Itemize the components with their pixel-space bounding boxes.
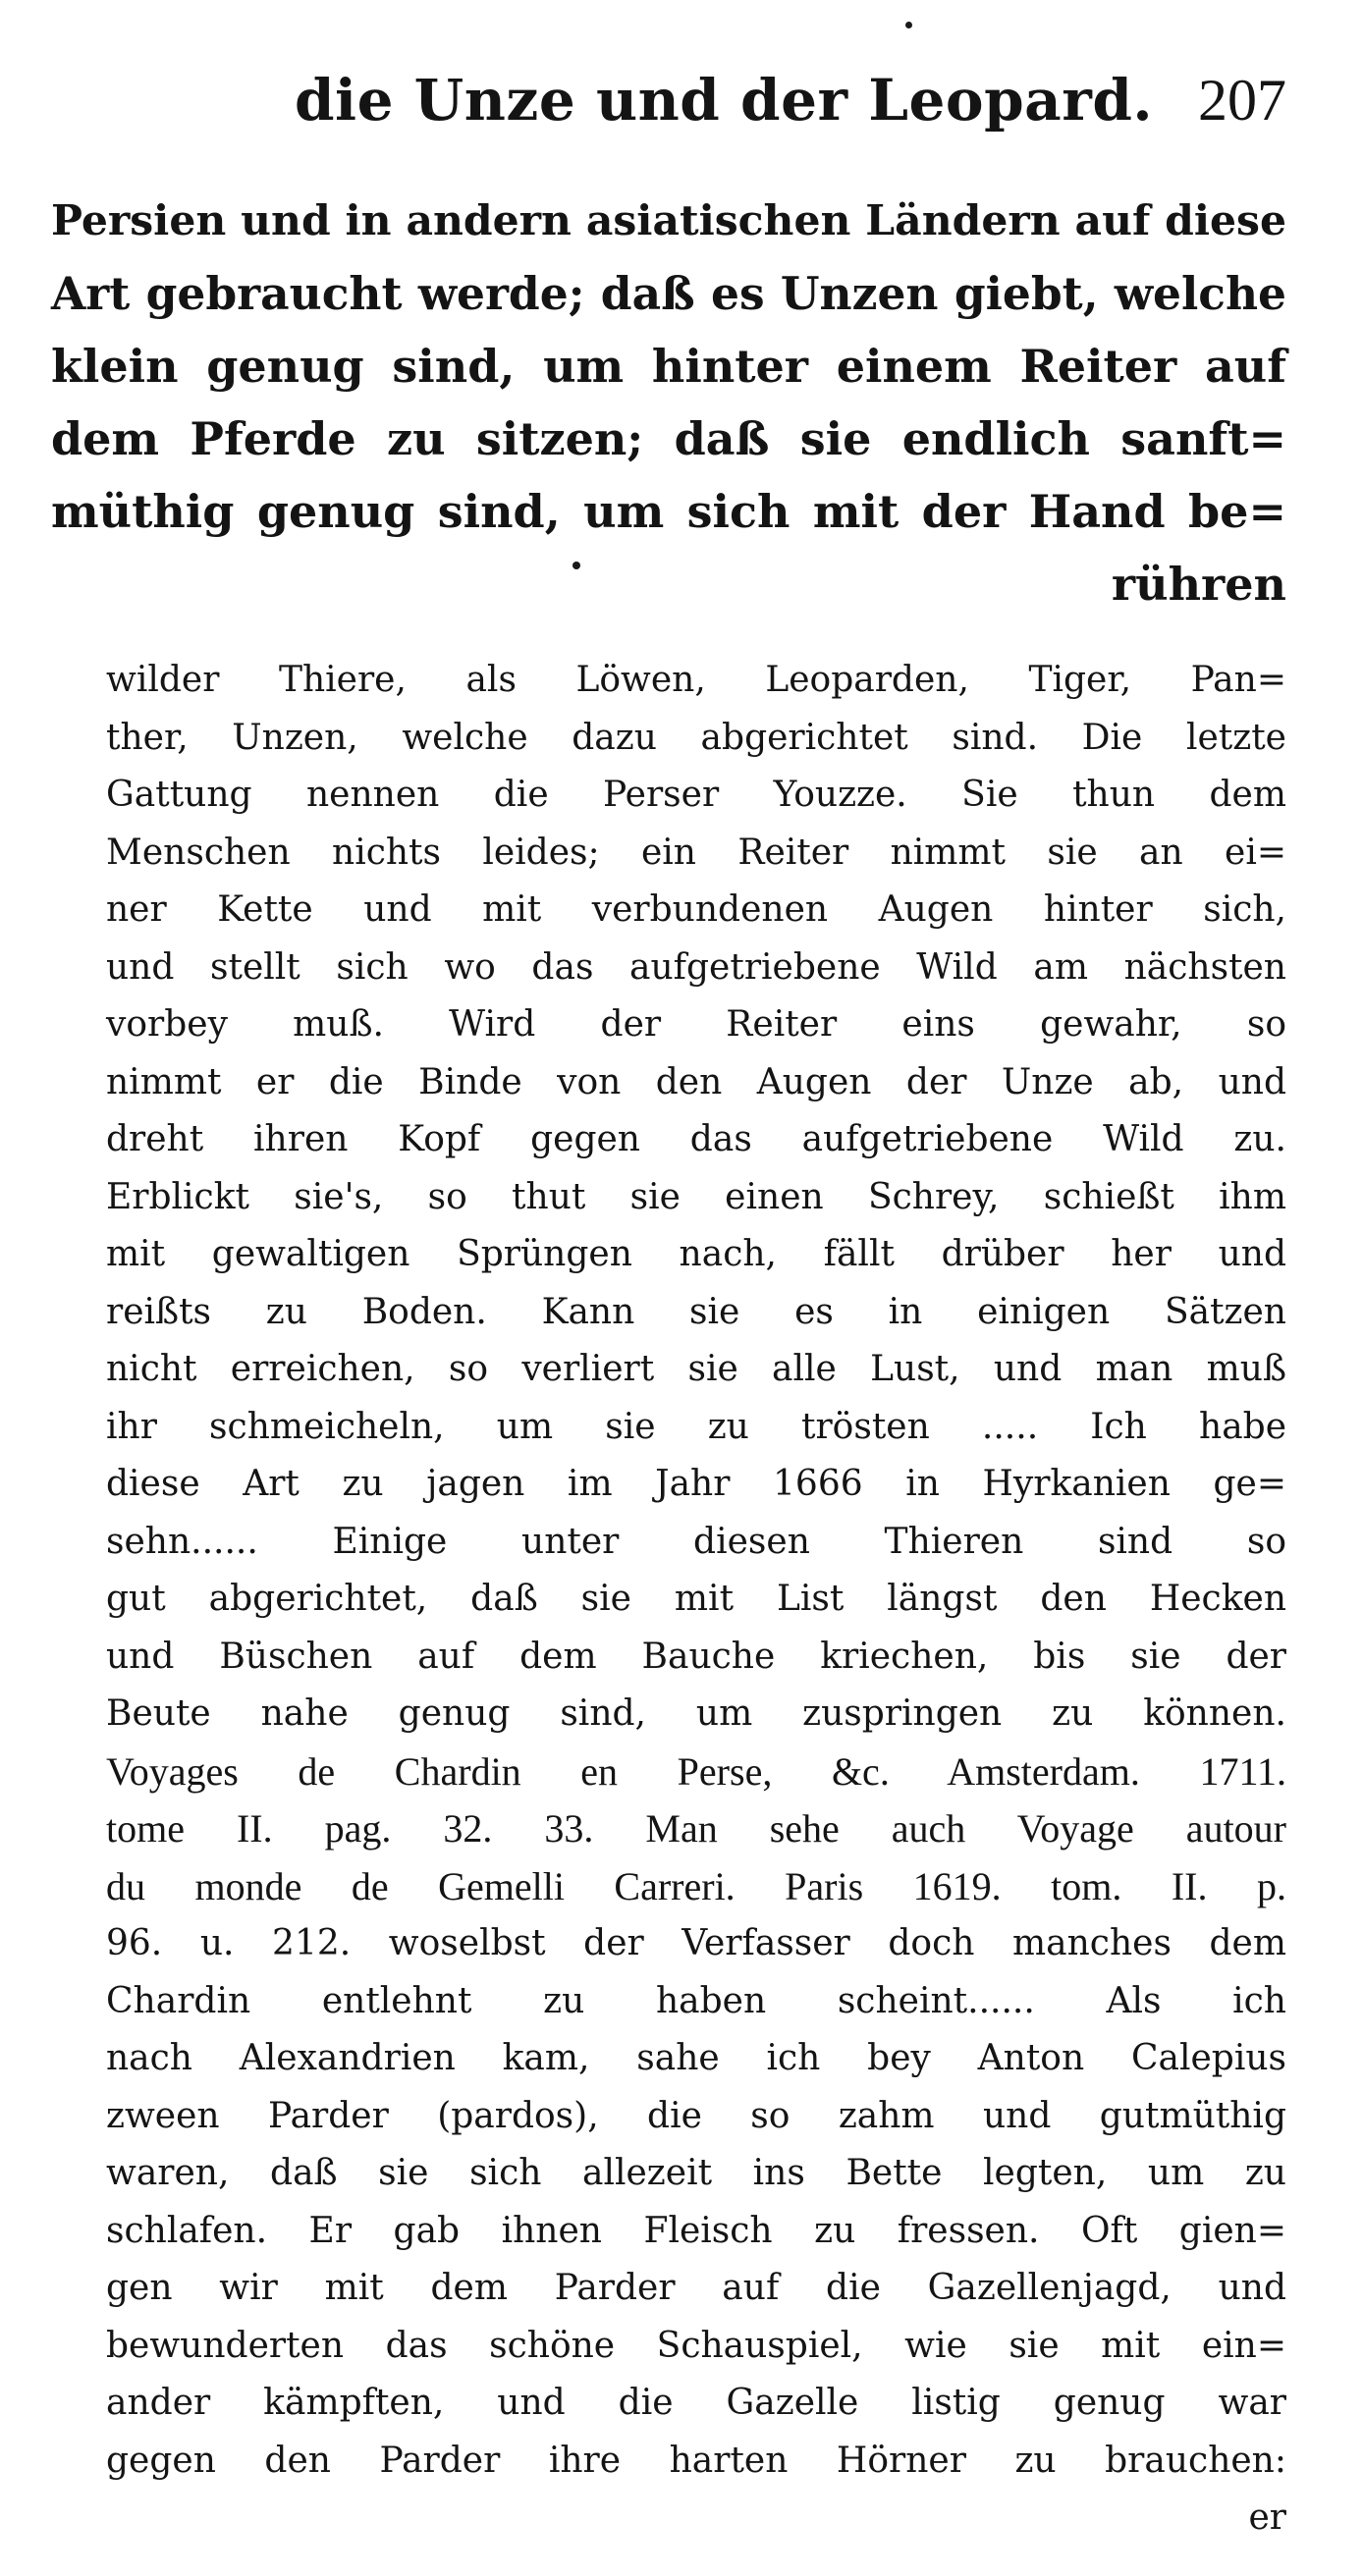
footnote-line: Beute nahe genug sind, um zuspringen zu können. <box>106 1693 1286 1734</box>
footnote-line: waren, daß sie sich allezeit ins Bette legten, um zu <box>106 2153 1286 2193</box>
footnote-line: mit gewaltigen Sprüngen nach, fällt drüber her und <box>106 1234 1286 1274</box>
footnote-line: vorbey muß. Wird der Reiter eins gewahr, so <box>106 1004 1286 1045</box>
footnote-citation-line: tome II. pag. 32. 33. Man sehe auch Voyage autour <box>106 1806 1286 1851</box>
main-text-line: klein genug sind, um hinter einem Reiter auf <box>51 340 1286 393</box>
footnote-citation-line: Voyages de Chardin en Perse, &c. Amsterdam. 1711. <box>106 1748 1286 1794</box>
footnote-line: dreht ihren Kopf gegen das aufgetriebene Wild zu. <box>106 1119 1286 1159</box>
footnote-line: nach Alexandrien kam, sahe ich bey Anton Calepius <box>106 2038 1286 2078</box>
footnote-line: Gattung nennen die Perser Youzze. Sie thun dem <box>106 775 1286 815</box>
running-title: die Unze und der Leopard. <box>295 67 1154 134</box>
footnote-line: diese Art zu jagen im Jahr 1666 in Hyrkanien ge= <box>106 1464 1286 1504</box>
ink-dot-middle <box>572 562 580 569</box>
footnote-citation-line: du monde de Gemelli Carreri. Paris 1619. tom. II. p. <box>106 1863 1286 1908</box>
main-text-line: Persien und in andern asiatischen Ländern auf diese <box>51 196 1286 245</box>
footnote-line: ner Kette und mit verbundenen Augen hinter sich, <box>106 889 1286 930</box>
footnote-line: sehn...... Einige unter diesen Thieren sind so <box>106 1521 1286 1562</box>
footnote-line: nicht erreichen, so verliert sie alle Lust, und man muß <box>106 1349 1286 1389</box>
footnote-line: reißts zu Boden. Kann sie es in einigen Sätzen <box>106 1291 1286 1332</box>
main-text-line: Art gebraucht werde; daß es Unzen giebt, welche <box>51 267 1286 320</box>
ink-dot-top <box>905 22 912 28</box>
running-head <box>295 61 1286 139</box>
footnote-line: 96. u. 212. woselbst der Verfasser doch manches dem <box>106 1923 1286 1963</box>
page-number: 207 <box>1198 68 1286 133</box>
footnote-line: gut abgerichtet, daß sie mit List längst den Hecken <box>106 1579 1286 1619</box>
footnote-line: gen wir mit dem Parder auf die Gazellenjagd, und <box>106 2268 1286 2308</box>
footnote-line: und stellt sich wo das aufgetriebene Wild am nächsten <box>106 946 1286 988</box>
footnote-line: Menschen nichts leides; ein Reiter nimmt sie an ei= <box>106 832 1286 873</box>
footnote-line: ther, Unzen, welche dazu abgerichtet sind. Die letzte <box>106 717 1286 758</box>
footnote-line: bewunderten das schöne Schauspiel, wie sie mit ein= <box>106 2325 1286 2366</box>
footnote-line: zween Parder (pardos), die so zahm und gutmüthig <box>106 2095 1286 2136</box>
footnote-block <box>106 652 1286 2548</box>
footnote-line: ander kämpften, und die Gazelle listig genug war <box>106 2383 1286 2423</box>
main-text-line: dem Pferde zu sitzen; daß sie endlich sanft= <box>51 412 1286 465</box>
footnote-line: gegen den Parder ihre harten Hörner zu brauchen: <box>106 2440 1286 2481</box>
footnote-line: Chardin entlehnt zu haben scheint...... Als ich <box>106 1980 1286 2021</box>
main-text-line: müthig genug sind, um sich mit der Hand be= <box>51 485 1286 538</box>
footnote-line: nimmt er die Binde von den Augen der Unze ab, und <box>106 1061 1286 1102</box>
footnote-line: wilder Thiere, als Löwen, Leoparden, Tiger, Pan= <box>106 660 1286 700</box>
main-text-block <box>51 185 1286 620</box>
footnote-line: ihr schmeicheln, um sie zu trösten ..... Ich habe <box>106 1406 1286 1447</box>
footnote-line: und Büschen auf dem Bauche kriechen, bis sie der <box>106 1636 1286 1677</box>
catchword: rühren <box>1111 558 1286 611</box>
footnote-line: schlafen. Er gab ihnen Fleisch zu fressen. Oft gien= <box>106 2210 1286 2251</box>
footnote-catchword: er <box>1248 2497 1286 2538</box>
footnote-line: Erblickt sie's, so thut sie einen Schrey, schießt ihm <box>106 1176 1286 1217</box>
